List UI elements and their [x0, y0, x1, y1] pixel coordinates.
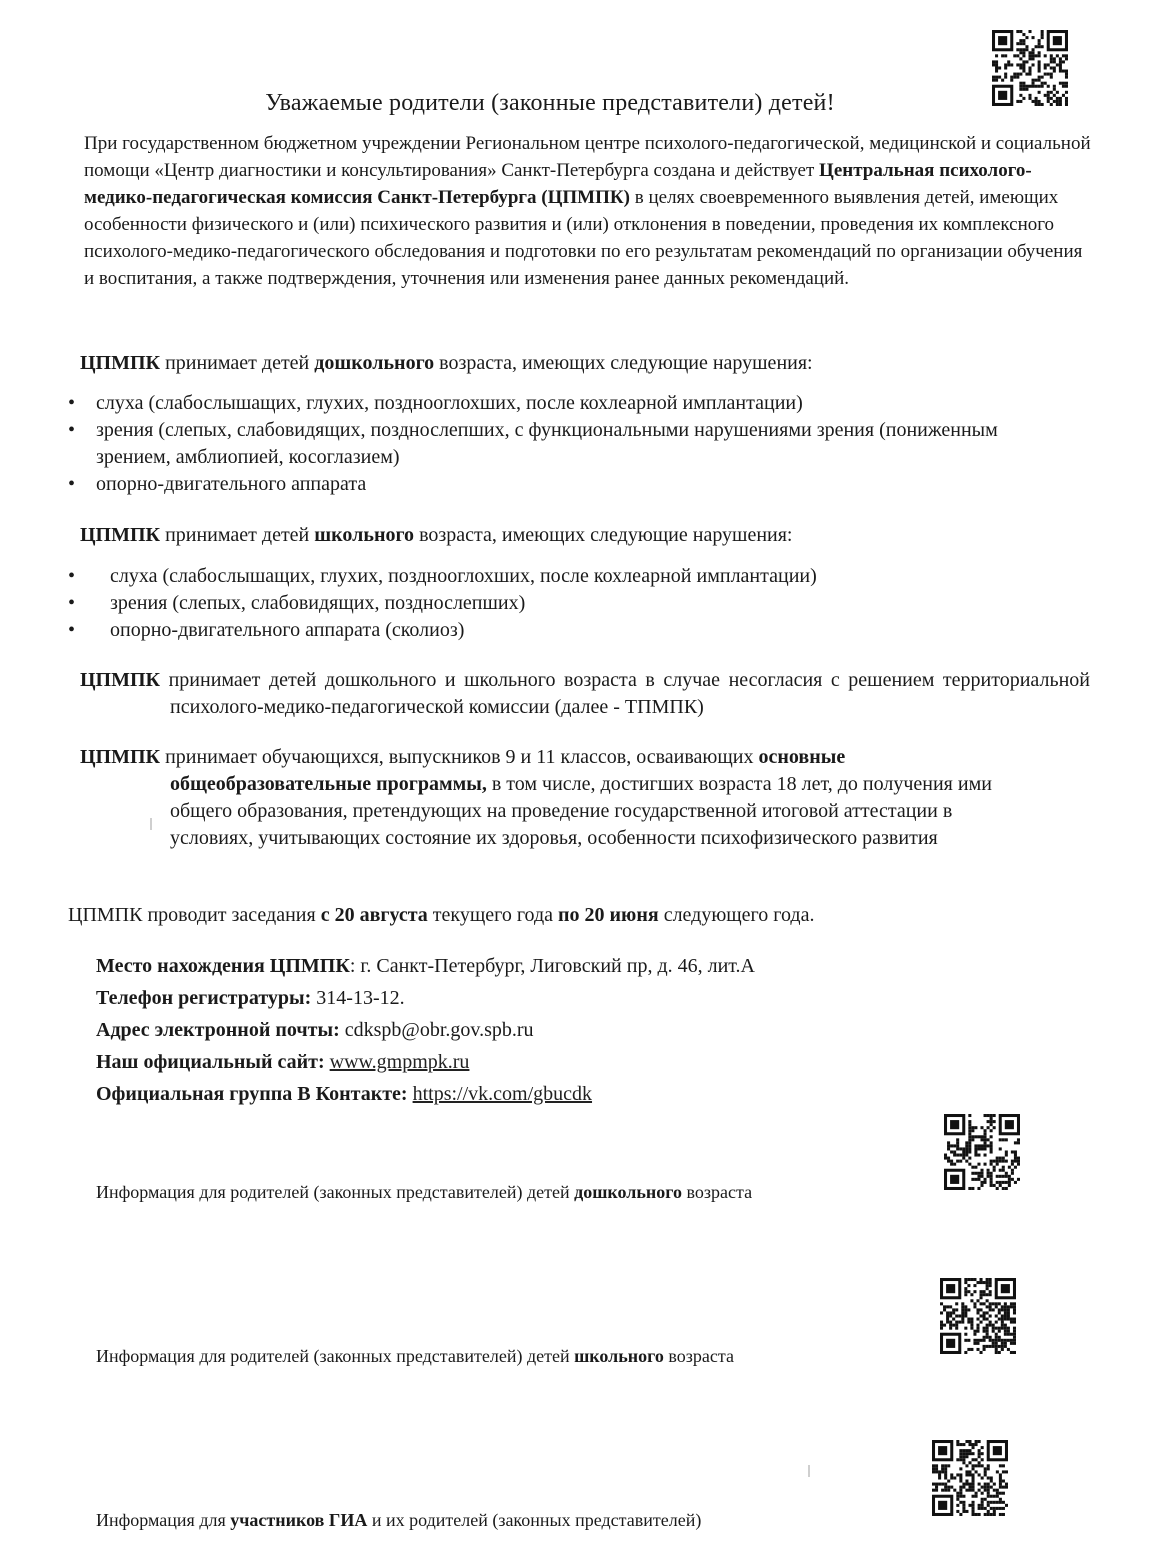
contact-site: [96, 1046, 755, 1078]
vk-label: Официальная группа В Контакте:: [96, 1083, 408, 1105]
graduates-bold: основные общеобразовательные программы,: [170, 746, 846, 795]
intro-paragraph: [84, 130, 1094, 292]
intro-text-2: в целях своевременного выявления детей, имеющих особенности физического и (или) психического развития и (или) отклонения в поведении, проведения их комплексного психолого-медико-педагогического обследования и подготовки по его результатам рекомендаций по организации обучения и воспитания, а также подтверждения, уточнения или изменения ранее данных рекомендаций.: [84, 187, 1083, 289]
preschool-text-2: возраста, имеющих следующие нарушения:: [434, 352, 813, 374]
preschool-list: [96, 390, 1056, 498]
school-bold: школьного: [314, 524, 415, 546]
location-value: : г. Санкт-Петербург, Лиговский пр, д. 46, лит.А: [349, 955, 755, 977]
qr-code-icon: [940, 1278, 1016, 1354]
page-title: Уважаемые родители (законные представители) детей!: [265, 90, 835, 116]
graduates-paragraph: [80, 744, 1040, 852]
qr-caption-text-2: возраста: [682, 1182, 753, 1202]
intro-commission-name: Центральная психолого-медико-педагогическая комиссия Санкт-Петербурга (ЦПМПК): [84, 160, 1032, 208]
scan-mark: [150, 818, 152, 830]
site-link[interactable]: www.gmpmpk.ru: [329, 1051, 470, 1073]
contact-phone: [96, 982, 755, 1014]
email-value: cdkspb@obr.gov.spb.ru: [339, 1019, 534, 1041]
qr-caption-preschool: [96, 1182, 752, 1203]
schedule-start: с 20 августа: [320, 904, 428, 926]
qr-code-icon: [944, 1114, 1020, 1190]
school-list: [110, 563, 1070, 644]
contacts-block: [96, 950, 755, 1110]
qr-caption-bold: участников ГИА: [230, 1510, 368, 1530]
school-text-1: принимает детей: [160, 524, 315, 546]
qr-caption-school: [96, 1346, 734, 1367]
graduates-text-2: в том числе, достигших возраста 18 лет, до получения ими общего образования, претендующих на проведение государственной итоговой аттестации в условиях, учитывающих состояние их здоровья, особенности психофизического развития: [170, 773, 992, 849]
disagreement-paragraph: [80, 667, 1090, 721]
schedule-end: по 20 июня: [558, 904, 659, 926]
schedule-text-1: ЦПМПК проводит заседания: [68, 904, 321, 926]
location-label: Место нахождения ЦПМПК: [96, 955, 350, 977]
qr-caption-gia: [96, 1510, 701, 1531]
contact-vk: [96, 1078, 755, 1110]
contact-location: [96, 950, 755, 982]
list-item: • слуха (слабослышащих, глухих, позднооглохших, после кохлеарной имплантации): [110, 563, 1070, 590]
list-item: • зрения (слепых, слабовидящих, позднослепших): [110, 590, 1070, 617]
schedule-text-2: текущего года: [427, 904, 558, 926]
schedule-line: [68, 902, 814, 929]
qr-caption-text-2: возраста: [663, 1346, 734, 1366]
preschool-abbr: ЦПМПК: [80, 352, 161, 374]
qr-caption-text-1: Информация для: [96, 1510, 231, 1530]
list-item: • опорно-двигательного аппарата (сколиоз): [110, 617, 1070, 644]
disagreement-text: принимает детей дошкольного и школьного возраста в случае несогласия с решением территориальной психолого-медико-педагогической комиссии (далее - ТПМПК): [160, 669, 1090, 718]
school-abbr: ЦПМПК: [80, 524, 161, 546]
phone-value: 314-13-12.: [311, 987, 405, 1009]
disagreement-abbr: ЦПМПК: [80, 669, 161, 691]
scan-mark: [808, 1465, 810, 1477]
qr-caption-bold: дошкольного: [574, 1182, 683, 1202]
phone-label: Телефон регистратуры:: [96, 987, 312, 1009]
preschool-text-1: принимает детей: [160, 352, 315, 374]
preschool-bold: дошкольного: [314, 352, 435, 374]
school-heading: [80, 522, 793, 548]
schedule-text-3: следующего года.: [658, 904, 815, 926]
graduates-text-1: принимает обучающихся, выпускников 9 и 11 классов, осваивающих: [160, 746, 759, 768]
qr-caption-text-1: Информация для родителей (законных представителей) детей: [96, 1182, 575, 1202]
intro-text-1: При государственном бюджетном учреждении Региональном центре психолого-педагогической, медицинской и социальной помощи «Центр диагностики и консультирования» Санкт-Петербурга создана и действует: [84, 133, 1091, 181]
preschool-heading: [80, 350, 813, 376]
qr-caption-text-1: Информация для родителей (законных представителей) детей: [96, 1346, 575, 1366]
qr-caption-text-2: и их родителей (законных представителей): [367, 1510, 702, 1530]
graduates-abbr: ЦПМПК: [80, 746, 161, 768]
site-label: Наш официальный сайт:: [96, 1051, 325, 1073]
school-text-2: возраста, имеющих следующие нарушения:: [414, 524, 793, 546]
email-label: Адрес электронной почты:: [96, 1019, 340, 1041]
list-item: • слуха (слабослышащих, глухих, позднооглохших, после кохлеарной имплантации): [96, 390, 1056, 417]
qr-code-icon: [932, 1440, 1008, 1516]
vk-link[interactable]: https://vk.com/gbucdk: [412, 1083, 593, 1105]
contact-email: [96, 1014, 755, 1046]
list-item: • опорно-двигательного аппарата: [96, 471, 1056, 498]
qr-caption-bold: школьного: [574, 1346, 664, 1366]
list-item: • зрения (слепых, слабовидящих, позднослепших, с функциональными нарушениями зрения (пониженным зрением, амблиопией, косоглазием): [96, 417, 1056, 471]
